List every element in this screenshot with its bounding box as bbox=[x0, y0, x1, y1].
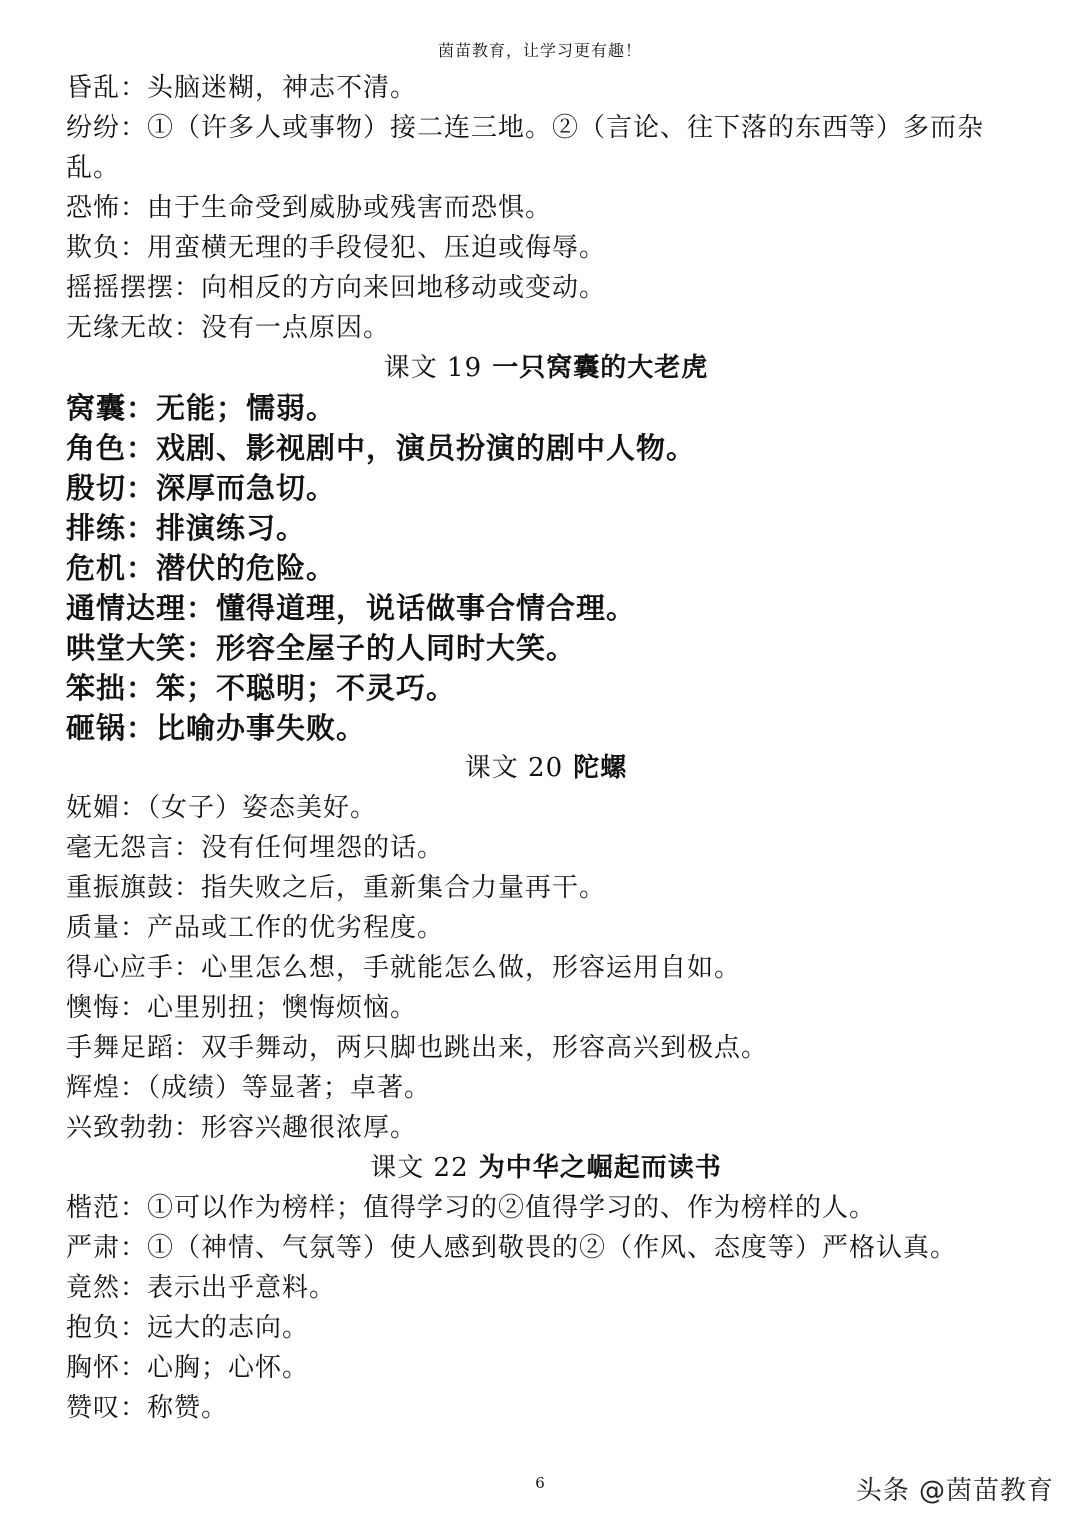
entry: 殷切：深厚而急切。 bbox=[66, 471, 337, 505]
page-number: 6 bbox=[535, 1474, 545, 1492]
entry: 兴致勃勃：形容兴趣很浓厚。 bbox=[66, 1113, 418, 1143]
entry: 得心应手：心里怎么想，手就能怎么做，形容运用自如。 bbox=[66, 953, 742, 983]
entry: 砸锅：比喻办事失败。 bbox=[66, 711, 367, 745]
section-title: 陀螺 bbox=[573, 753, 628, 783]
entry: 通情达理：懂得道理，说话做事合情合理。 bbox=[66, 591, 637, 625]
section-label: 课文 19 bbox=[383, 353, 483, 383]
entry: 手舞足蹈：双手舞动，两只脚也跳出来，形容高兴到极点。 bbox=[66, 1033, 769, 1063]
entry: 窝囊：无能；懦弱。 bbox=[66, 391, 337, 425]
section-heading-20 bbox=[66, 748, 1026, 788]
entry: 竟然：表示出乎意料。 bbox=[66, 1273, 337, 1303]
entry: 赞叹：称赞。 bbox=[66, 1393, 229, 1423]
entry: 辉煌：（成绩）等显著；卓著。 bbox=[66, 1073, 432, 1103]
entry: 排练：排演练习。 bbox=[66, 511, 307, 545]
entry: 抱负：远大的志向。 bbox=[66, 1313, 310, 1343]
entry: 纷纷：①（许多人或事物）接二连三地。②（言论、往下落的东西等）多而杂乱。 bbox=[66, 113, 985, 183]
entry: 摇摇摆摆：向相反的方向来回地移动或变动。 bbox=[66, 273, 607, 303]
section-title: 为中华之崛起而读书 bbox=[478, 1153, 722, 1183]
entry: 欺负：用蛮横无理的手段侵犯、压迫或侮辱。 bbox=[66, 233, 607, 263]
section-label: 课文 22 bbox=[370, 1153, 469, 1183]
entry: 危机：潜伏的危险。 bbox=[66, 551, 337, 585]
entry: 角色：戏剧、影视剧中，演员扮演的剧中人物。 bbox=[66, 431, 697, 465]
entry: 重振旗鼓：指失败之后，重新集合力量再干。 bbox=[66, 873, 607, 903]
entry: 胸怀：心胸；心怀。 bbox=[66, 1353, 310, 1383]
entry: 妩媚：（女子）姿态美好。 bbox=[66, 793, 378, 823]
entry: 恐怖：由于生命受到威胁或残害而恐惧。 bbox=[66, 193, 553, 223]
section-label: 课文 20 bbox=[464, 753, 564, 783]
watermark: 头条 @茵苗教育 bbox=[855, 1476, 1054, 1506]
section-heading-22 bbox=[66, 1148, 1026, 1188]
section-title: 一只窝囊的大老虎 bbox=[492, 353, 709, 383]
entry: 楷范：①可以作为榜样；值得学习的②值得学习的、作为榜样的人。 bbox=[66, 1193, 877, 1223]
entry: 严肃：①（神情、气氛等）使人感到敬畏的②（作风、态度等）严格认真。 bbox=[66, 1233, 958, 1263]
entry: 昏乱：头脑迷糊，神志不清。 bbox=[66, 73, 418, 103]
entry: 质量：产品或工作的优劣程度。 bbox=[66, 913, 445, 943]
entry: 笨拙：笨；不聪明；不灵巧。 bbox=[66, 671, 457, 705]
entry: 毫无怨言：没有任何埋怨的话。 bbox=[66, 833, 445, 863]
vocabulary-list bbox=[66, 68, 1026, 1428]
entry: 无缘无故：没有一点原因。 bbox=[66, 313, 391, 343]
entry: 哄堂大笑：形容全屋子的人同时大笑。 bbox=[66, 631, 577, 665]
section-heading-19 bbox=[66, 348, 1026, 388]
entry: 懊悔：心里别扭；懊悔烦恼。 bbox=[66, 993, 418, 1023]
page-header: 茵苗教育，让学习更有趣！ bbox=[437, 41, 642, 60]
